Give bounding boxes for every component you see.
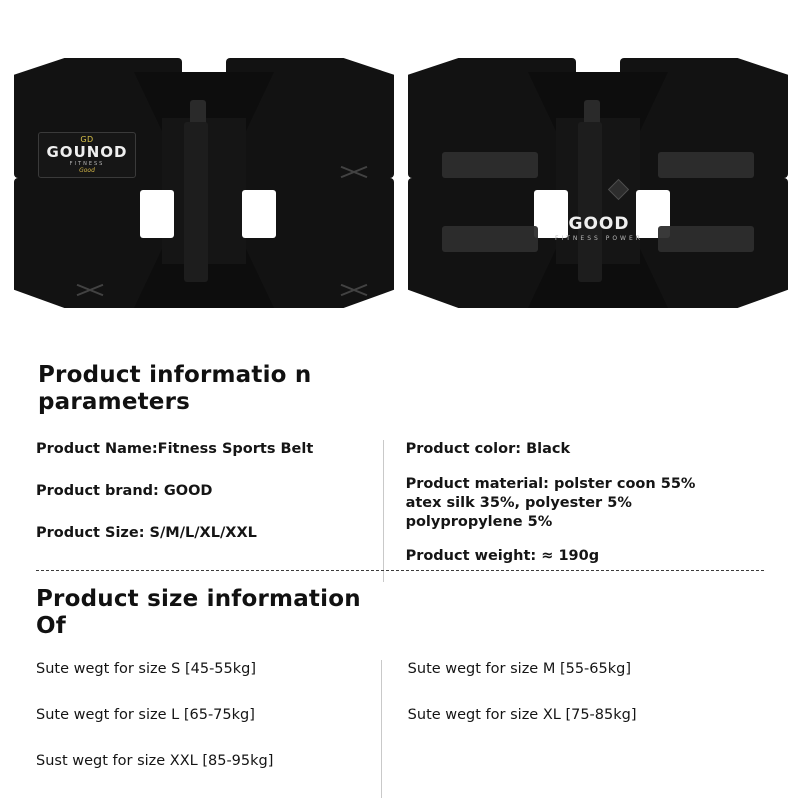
product-material-line-3: polypropylene 5% (405, 514, 553, 531)
belt-vertical-strap (578, 122, 602, 282)
size-row-xxl: Sust wegt for size XXL [85-95kg] (36, 752, 274, 769)
product-weight-row: Product weight: ≈ 190g (405, 547, 600, 564)
belt-cutout-left (140, 190, 174, 238)
brand-logo-center (526, 216, 672, 242)
velcro-strip (442, 152, 538, 178)
brand-logo-script: Good (79, 167, 95, 174)
size-row-l: Sute wegt for size L [65-75kg] (36, 706, 255, 723)
velcro-strip (658, 152, 754, 178)
product-name-row: Product Name:Fitness Sports Belt (36, 441, 314, 457)
brand-logo-subtitle: FITNESS (69, 161, 105, 167)
product-material-line-2: atex silk 35%, polyester 5% (405, 495, 632, 512)
product-size-heading: Product size information Of (36, 586, 361, 640)
product-size-row: Product Size: S/M/L/XL/XXL (36, 525, 257, 542)
brand-logo-badge (38, 132, 136, 178)
size-row-m: Sute wegt for size M [55-65kg] (407, 661, 631, 677)
brand-logo-word: GOOD (568, 214, 630, 234)
product-information-heading: Product informatio n parameters (38, 362, 312, 416)
brand-logo-subtitle: FITNESS POWER (555, 235, 643, 242)
belt-vertical-strap (184, 122, 208, 282)
product-size-column-left (36, 660, 381, 798)
product-image-gallery (0, 0, 800, 358)
product-size-table (36, 660, 764, 798)
stitch-x-icon (340, 160, 368, 182)
stitch-x-icon (340, 278, 368, 300)
product-material-row (406, 475, 764, 532)
product-material-line-1: Product material: polster coon 55% (405, 476, 696, 493)
brand-logo-word: GOUNOD (46, 143, 128, 161)
product-brand-row: Product brand: GOOD (36, 483, 213, 500)
product-photo-front (14, 40, 394, 340)
stitch-x-icon (76, 278, 104, 300)
belt-cutout-right (242, 190, 276, 238)
product-information-table (36, 440, 764, 582)
product-photo-back (408, 40, 788, 340)
velcro-strip (658, 226, 754, 252)
product-information-column-right (383, 440, 764, 582)
size-row-xl: Sute wegt for size XL [75-85kg] (407, 706, 637, 723)
product-color-row: Product color: Black (405, 441, 571, 457)
brand-logo-mark: GD (80, 135, 94, 144)
velcro-strip (442, 226, 538, 252)
product-size-column-right (381, 660, 764, 798)
product-information-column-left (36, 440, 383, 582)
section-divider (36, 570, 764, 571)
size-row-s: Sute wegt for size S [45-55kg] (36, 661, 257, 677)
